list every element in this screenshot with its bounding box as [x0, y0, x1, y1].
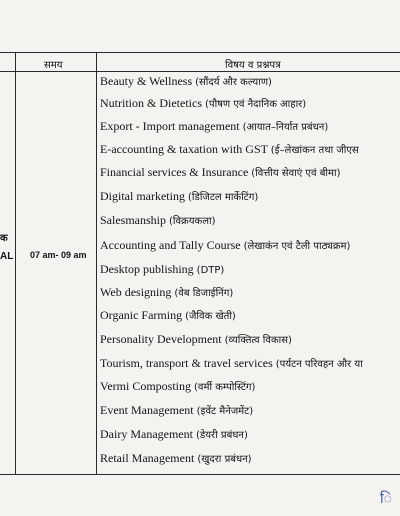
course-name-english: Dairy Management — [100, 427, 196, 441]
course-name-hindi: (लेखाकंन एवं टैली पाठ्यक्रम) — [243, 241, 351, 252]
course-name-english: Event Management — [100, 403, 197, 417]
course-name-english: Web designing — [100, 285, 175, 299]
course-item — [100, 403, 253, 419]
course-name-english: Vermi Composting — [100, 379, 195, 393]
course-name-hindi: (इवेंट मैनेजमेंट) — [196, 406, 254, 417]
column-header-subject: विषय व प्रश्नपत्र — [225, 60, 281, 71]
course-name-english: Digital marketing — [100, 189, 188, 203]
course-name-hindi: (वेब डिजाईनिंग) — [174, 288, 234, 299]
column-divider-right — [96, 52, 97, 474]
course-name-english: Salesmanship — [100, 213, 169, 227]
left-column-fragment: AL — [0, 251, 14, 262]
course-name-hindi: (वित्तीय सेवाएं एवं बीमा) — [251, 168, 341, 179]
table-top-rule — [0, 52, 400, 53]
course-item — [100, 379, 255, 395]
header-bottom-rule — [0, 71, 400, 72]
course-name-hindi: (डिजिटल मार्केटिंग) — [187, 192, 259, 203]
column-divider-left — [15, 52, 16, 474]
course-name-hindi: (वर्मी कम्पोस्टिंग) — [194, 382, 256, 393]
course-name-english: Nutrition & Dietetics — [100, 96, 205, 110]
course-item — [100, 96, 306, 112]
course-name-english: Retail Management — [100, 451, 198, 465]
course-name-english: Organic Farming — [100, 308, 186, 322]
signature-fragment: ि — [380, 491, 392, 507]
course-item — [100, 308, 236, 324]
course-item — [100, 213, 215, 229]
course-name-english: Personality Development — [100, 332, 225, 346]
course-name-hindi: (आयात–निर्यात प्रबंधन) — [242, 122, 329, 133]
course-item — [100, 74, 272, 90]
course-item — [100, 119, 328, 135]
course-name-hindi: (पर्यटन परिवहन और या — [275, 359, 363, 370]
column-header-time: समय — [44, 60, 63, 71]
left-column-fragment: क — [0, 233, 8, 244]
course-item — [100, 238, 350, 254]
course-name-english: Tourism, transport & travel services — [100, 356, 276, 370]
course-name-english: Beauty & Wellness — [100, 74, 196, 88]
course-name-hindi: (खुदरा प्रबंधन) — [197, 454, 252, 465]
course-name-english: Accounting and Tally Course — [100, 238, 244, 252]
course-item — [100, 427, 248, 443]
course-item — [100, 165, 340, 181]
table-bottom-rule — [0, 474, 400, 475]
course-item — [100, 451, 252, 467]
course-name-english: E-accounting & taxation with GST — [100, 142, 271, 156]
course-name-hindi: (डेयरी प्रबंधन) — [195, 430, 248, 441]
course-name-hindi: (ई–लेखांकन तथा जीएस — [270, 145, 359, 156]
course-item — [100, 356, 363, 372]
course-item — [100, 285, 233, 301]
course-name-hindi: (जैविक खेती) — [185, 311, 236, 322]
course-name-hindi: (व्यक्तित्व विकास) — [224, 335, 292, 346]
course-name-english: Desktop publishing — [100, 262, 197, 276]
course-name-english: Financial services & Insurance — [100, 165, 252, 179]
course-name-hindi: (पौषण एवं नैदानिक आहार) — [204, 99, 307, 110]
course-item — [100, 332, 292, 348]
course-name-hindi: (सौंदर्य और कल्याण) — [195, 77, 272, 88]
course-name-hindi: (विक्रयकला) — [169, 216, 216, 227]
course-name-english: Export - Import management — [100, 119, 243, 133]
course-item — [100, 142, 359, 158]
course-item — [100, 189, 258, 205]
time-slot: 07 am- 09 am — [30, 250, 87, 260]
course-name-hindi: (DTP) — [196, 265, 225, 276]
course-item — [100, 262, 224, 278]
